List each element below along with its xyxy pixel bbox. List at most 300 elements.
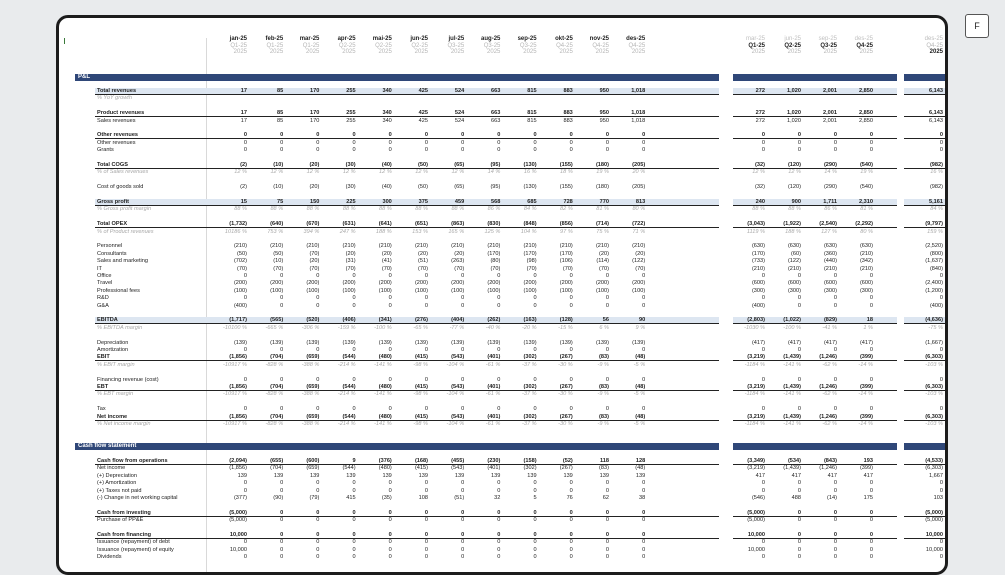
- cell-value[interactable]: 0: [461, 139, 465, 146]
- cell-value[interactable]: 0: [939, 376, 943, 383]
- cell-value[interactable]: (70): [273, 265, 284, 272]
- cell-value[interactable]: 0: [461, 517, 465, 524]
- cell-value[interactable]: (302): [523, 465, 537, 472]
- cell-value[interactable]: 170: [310, 117, 320, 124]
- cell-value[interactable]: 0: [424, 554, 428, 561]
- cell-value[interactable]: 770: [599, 199, 609, 205]
- cell-value[interactable]: 883: [563, 110, 573, 117]
- cell-value[interactable]: (546): [751, 495, 765, 501]
- cell-value[interactable]: 62: [602, 495, 609, 501]
- cell-value[interactable]: (200): [233, 280, 247, 287]
- cell-value[interactable]: 118: [599, 458, 609, 464]
- cell-value[interactable]: 663: [491, 117, 501, 124]
- cell-value[interactable]: 0: [280, 132, 284, 139]
- cell-value[interactable]: 0: [605, 539, 609, 546]
- cell-value[interactable]: (1,922): [783, 221, 801, 228]
- cell-value[interactable]: -98 %: [413, 361, 428, 368]
- cell-value[interactable]: -306 %: [301, 324, 320, 331]
- cell-value[interactable]: 139: [237, 472, 247, 479]
- cell-value[interactable]: 0: [869, 406, 873, 413]
- cell-value[interactable]: 0: [869, 147, 873, 154]
- cell-value[interactable]: (341): [378, 317, 392, 324]
- cell-value[interactable]: (48): [635, 354, 646, 361]
- cell-value[interactable]: 0: [497, 517, 501, 524]
- cell-value[interactable]: 1,018: [631, 88, 646, 94]
- cell-value[interactable]: 0: [533, 517, 537, 524]
- cell-value[interactable]: (401): [487, 465, 501, 472]
- cell-value[interactable]: 75: [276, 199, 284, 205]
- cell-value[interactable]: 12 %: [752, 169, 765, 176]
- cell-value[interactable]: (130): [523, 184, 537, 191]
- cell-value[interactable]: (376): [378, 458, 392, 464]
- cell-value[interactable]: (200): [306, 280, 320, 287]
- cell-value[interactable]: (210): [342, 243, 356, 250]
- cell-value[interactable]: 76: [566, 495, 573, 501]
- cell-value[interactable]: (200): [451, 280, 465, 287]
- cell-value[interactable]: 0: [642, 517, 646, 524]
- cell-value[interactable]: (400): [233, 302, 247, 309]
- cell-value[interactable]: 0: [605, 554, 609, 561]
- cell-value[interactable]: (100): [451, 287, 465, 294]
- cell-value[interactable]: 0: [497, 347, 501, 353]
- cell-value[interactable]: 950: [599, 117, 609, 124]
- cell-value[interactable]: 139: [599, 472, 609, 479]
- cell-value[interactable]: (377): [233, 495, 247, 501]
- cell-value[interactable]: (210): [859, 250, 873, 257]
- cell-value[interactable]: (114): [596, 258, 609, 265]
- cell-value[interactable]: (704): [270, 465, 284, 472]
- cell-value[interactable]: (543): [451, 384, 465, 390]
- cell-value[interactable]: 6,143: [929, 88, 943, 94]
- cell-value[interactable]: (14): [827, 495, 837, 501]
- table-row[interactable]: [59, 206, 948, 213]
- cell-value[interactable]: 85: [276, 117, 284, 124]
- cell-value[interactable]: 103: [933, 495, 943, 501]
- cell-value[interactable]: 12 %: [270, 169, 284, 176]
- cell-value[interactable]: 0: [833, 554, 837, 561]
- cell-value[interactable]: 0: [497, 554, 501, 561]
- cell-value[interactable]: 0: [761, 139, 765, 146]
- cell-value[interactable]: -214 %: [337, 421, 356, 427]
- cell-value[interactable]: (600): [306, 458, 320, 464]
- cell-value[interactable]: 950: [599, 110, 609, 117]
- cell-value[interactable]: 950: [599, 88, 609, 94]
- cell-value[interactable]: 883: [563, 117, 573, 124]
- cell-value[interactable]: (139): [306, 339, 320, 346]
- cell-value[interactable]: (10): [273, 258, 284, 265]
- cell-value[interactable]: (70): [599, 265, 609, 272]
- cell-value[interactable]: 0: [316, 539, 320, 546]
- cell-value[interactable]: (1,637): [925, 258, 943, 265]
- cell-value[interactable]: 568: [491, 199, 501, 205]
- cell-value[interactable]: (520): [306, 317, 320, 324]
- cell-value[interactable]: 71 %: [632, 228, 646, 235]
- cell-value[interactable]: 0: [280, 147, 284, 154]
- cell-value[interactable]: 84 %: [930, 206, 943, 213]
- cell-value[interactable]: (51): [454, 495, 465, 501]
- cell-value[interactable]: 0: [497, 147, 501, 154]
- cell-value[interactable]: (843): [823, 458, 837, 464]
- cell-value[interactable]: (230): [487, 458, 501, 464]
- cell-value[interactable]: (70): [381, 265, 392, 272]
- cell-value[interactable]: 900: [791, 199, 801, 205]
- table-row[interactable]: [59, 88, 948, 95]
- cell-value[interactable]: 0: [569, 273, 573, 279]
- cell-value[interactable]: (417): [751, 339, 765, 346]
- cell-value[interactable]: 272: [755, 117, 765, 124]
- cell-value[interactable]: (1,200): [925, 287, 943, 294]
- cell-value[interactable]: 139: [454, 472, 465, 479]
- cell-value[interactable]: 0: [352, 480, 356, 487]
- spreadsheet-grid[interactable]: [59, 18, 948, 575]
- cell-value[interactable]: (704): [270, 354, 284, 361]
- cell-value[interactable]: -388 %: [301, 361, 320, 368]
- cell-value[interactable]: 0: [833, 539, 837, 546]
- cell-value[interactable]: (9,797): [925, 221, 943, 228]
- cell-value[interactable]: (659): [306, 465, 320, 472]
- cell-value[interactable]: 0: [939, 554, 943, 561]
- cell-value[interactable]: (544): [342, 354, 356, 361]
- cell-value[interactable]: (35): [381, 495, 392, 501]
- cell-value[interactable]: (630): [859, 243, 873, 250]
- cell-value[interactable]: 10,000: [747, 546, 765, 553]
- cell-value[interactable]: 0: [533, 509, 537, 516]
- cell-value[interactable]: 88 %: [306, 206, 320, 213]
- cell-value[interactable]: 139: [310, 472, 320, 479]
- cell-value[interactable]: 0: [797, 554, 801, 561]
- cell-value[interactable]: 0: [316, 376, 320, 383]
- cell-value[interactable]: (290): [823, 184, 837, 191]
- cell-value[interactable]: 0: [569, 546, 573, 553]
- table-row[interactable]: [59, 532, 948, 539]
- cell-value[interactable]: 0: [461, 406, 465, 413]
- cell-value[interactable]: (630): [751, 243, 765, 250]
- cell-value[interactable]: 0: [388, 546, 392, 553]
- cell-value[interactable]: 0: [461, 554, 465, 561]
- cell-value[interactable]: (302): [523, 384, 537, 390]
- cell-value[interactable]: 0: [869, 480, 873, 487]
- cell-value[interactable]: (800): [929, 250, 943, 257]
- cell-value[interactable]: (417): [823, 339, 837, 346]
- cell-value[interactable]: (670): [306, 221, 320, 228]
- cell-value[interactable]: 0: [280, 480, 284, 487]
- cell-value[interactable]: (480): [378, 465, 392, 472]
- cell-value[interactable]: (210): [233, 243, 247, 250]
- cell-value[interactable]: 0: [569, 139, 573, 146]
- table-row[interactable]: [59, 458, 948, 465]
- cell-value[interactable]: 6,143: [929, 117, 943, 124]
- cell-value[interactable]: 86 %: [824, 206, 837, 213]
- cell-value[interactable]: 0: [352, 539, 356, 546]
- table-row[interactable]: [59, 221, 948, 228]
- cell-value[interactable]: (399): [859, 413, 873, 420]
- cell-value[interactable]: -104 %: [446, 361, 465, 368]
- cell-value[interactable]: 0: [316, 554, 320, 561]
- cell-value[interactable]: 12 %: [788, 169, 801, 176]
- cell-value[interactable]: 524: [454, 117, 465, 124]
- cell-value[interactable]: 56: [602, 317, 609, 324]
- cell-value[interactable]: (848): [523, 221, 537, 228]
- cell-value[interactable]: 0: [461, 302, 465, 309]
- table-row[interactable]: [59, 243, 948, 250]
- cell-value[interactable]: 0: [869, 517, 873, 524]
- cell-value[interactable]: 139: [527, 472, 537, 479]
- cell-value[interactable]: 0: [497, 546, 501, 553]
- cell-value[interactable]: 0: [797, 532, 801, 538]
- cell-value[interactable]: -15 %: [558, 324, 573, 331]
- cell-value[interactable]: 88 %: [415, 206, 428, 213]
- cell-value[interactable]: 0: [243, 147, 247, 154]
- table-row[interactable]: [59, 251, 948, 258]
- cell-value[interactable]: 0: [280, 302, 284, 309]
- cell-value[interactable]: 0: [533, 376, 537, 383]
- cell-value[interactable]: -10100 %: [223, 324, 247, 331]
- table-row[interactable]: [59, 184, 948, 191]
- cell-value[interactable]: 0: [461, 487, 465, 494]
- cell-value[interactable]: 97 %: [560, 228, 573, 235]
- cell-value[interactable]: 240: [755, 199, 765, 205]
- cell-value[interactable]: (100): [632, 287, 646, 294]
- cell-value[interactable]: (863): [451, 221, 465, 228]
- cell-value[interactable]: 0: [833, 302, 837, 309]
- table-row[interactable]: [59, 406, 948, 413]
- cell-value[interactable]: (404): [451, 317, 465, 324]
- cell-value[interactable]: -61 %: [485, 421, 501, 427]
- cell-value[interactable]: (32): [755, 184, 765, 191]
- cell-value[interactable]: -5 %: [633, 391, 646, 398]
- cell-value[interactable]: 14 %: [487, 169, 501, 176]
- cell-value[interactable]: 1119 %: [746, 228, 765, 235]
- cell-value[interactable]: (79): [309, 495, 320, 501]
- cell-value[interactable]: 0: [569, 487, 573, 494]
- table-row[interactable]: [59, 547, 948, 554]
- cell-value[interactable]: (982): [929, 184, 943, 191]
- cell-value[interactable]: (20): [635, 250, 646, 257]
- table-row[interactable]: [59, 162, 948, 169]
- table-row[interactable]: [59, 295, 948, 302]
- cell-value[interactable]: 0: [761, 487, 765, 494]
- cell-value[interactable]: (1,246): [819, 413, 837, 420]
- cell-value[interactable]: (83): [599, 384, 609, 390]
- cell-value[interactable]: (139): [414, 339, 428, 346]
- cell-value[interactable]: 0: [352, 546, 356, 553]
- table-row[interactable]: [59, 110, 948, 117]
- cell-value[interactable]: (139): [233, 339, 247, 346]
- cell-value[interactable]: (210): [487, 243, 501, 250]
- cell-value[interactable]: 38: [638, 495, 646, 501]
- table-row[interactable]: [59, 495, 948, 502]
- cell-value[interactable]: (155): [559, 184, 573, 191]
- cell-value[interactable]: 0: [797, 480, 801, 487]
- cell-value[interactable]: (2,520): [925, 243, 943, 250]
- cell-value[interactable]: (200): [632, 280, 646, 287]
- table-row[interactable]: [59, 488, 948, 495]
- cell-value[interactable]: (130): [523, 162, 537, 168]
- cell-value[interactable]: 139: [635, 472, 646, 479]
- cell-value[interactable]: (200): [414, 280, 428, 287]
- cell-value[interactable]: 0: [939, 132, 943, 139]
- cell-value[interactable]: (170): [487, 250, 501, 257]
- cell-value[interactable]: -665 %: [265, 324, 284, 331]
- cell-value[interactable]: 1,020: [787, 117, 801, 124]
- cell-value[interactable]: 0: [352, 273, 356, 279]
- cell-value[interactable]: (300): [787, 287, 801, 294]
- cell-value[interactable]: (200): [342, 280, 356, 287]
- cell-value[interactable]: (630): [823, 243, 837, 250]
- cell-value[interactable]: 0: [533, 295, 537, 302]
- cell-value[interactable]: 0: [642, 546, 646, 553]
- cell-value[interactable]: (4,533): [925, 458, 943, 464]
- cell-value[interactable]: 0: [642, 273, 646, 279]
- cell-value[interactable]: (1,856): [229, 384, 247, 390]
- cell-value[interactable]: 0: [497, 406, 501, 413]
- cell-value[interactable]: 0: [497, 273, 501, 279]
- cell-value[interactable]: 0: [939, 406, 943, 413]
- cell-value[interactable]: 0: [642, 347, 646, 353]
- cell-value[interactable]: (139): [342, 339, 356, 346]
- cell-value[interactable]: 0: [833, 517, 837, 524]
- cell-value[interactable]: 0: [316, 347, 320, 353]
- cell-value[interactable]: 0: [497, 376, 501, 383]
- cell-value[interactable]: (200): [378, 280, 392, 287]
- cell-value[interactable]: (139): [559, 339, 573, 346]
- cell-value[interactable]: (139): [632, 339, 646, 346]
- cell-value[interactable]: 0: [388, 480, 392, 487]
- cell-value[interactable]: 0: [642, 147, 646, 154]
- cell-value[interactable]: 0: [352, 517, 356, 524]
- cell-value[interactable]: 0: [642, 132, 646, 139]
- cell-value[interactable]: -103 %: [925, 361, 943, 368]
- cell-value[interactable]: 0: [243, 487, 247, 494]
- cell-value[interactable]: (540): [859, 184, 873, 191]
- cell-value[interactable]: 0: [797, 539, 801, 546]
- cell-value[interactable]: 0: [605, 132, 609, 139]
- cell-value[interactable]: 80 %: [860, 228, 873, 235]
- cell-value[interactable]: (534): [787, 458, 801, 464]
- cell-value[interactable]: -37 %: [521, 421, 537, 427]
- cell-value[interactable]: 0: [424, 273, 428, 279]
- cell-value[interactable]: (100): [559, 287, 573, 294]
- cell-value[interactable]: 0: [280, 509, 284, 516]
- cell-value[interactable]: 0: [939, 539, 943, 546]
- cell-value[interactable]: 0: [352, 132, 356, 139]
- cell-value[interactable]: (50): [418, 184, 428, 191]
- cell-value[interactable]: 32: [494, 495, 501, 501]
- cell-value[interactable]: (41): [381, 258, 392, 265]
- cell-value[interactable]: (170): [751, 250, 765, 257]
- cell-value[interactable]: 0: [243, 406, 247, 413]
- cell-value[interactable]: 150: [310, 199, 320, 205]
- cell-value[interactable]: 0: [642, 487, 646, 494]
- cell-value[interactable]: (20): [418, 250, 428, 257]
- cell-value[interactable]: (415): [414, 384, 428, 390]
- cell-value[interactable]: 488: [791, 495, 801, 501]
- cell-value[interactable]: 340: [382, 88, 392, 94]
- cell-value[interactable]: (714): [595, 221, 609, 228]
- cell-value[interactable]: (659): [306, 354, 320, 361]
- cell-value[interactable]: (2): [240, 162, 247, 168]
- cell-value[interactable]: 0: [642, 302, 646, 309]
- cell-value[interactable]: 0: [280, 539, 284, 546]
- cell-value[interactable]: 139: [273, 472, 284, 479]
- cell-value[interactable]: 0: [352, 302, 356, 309]
- cell-value[interactable]: (659): [306, 384, 320, 390]
- cell-value[interactable]: 0: [797, 139, 801, 146]
- cell-value[interactable]: 0: [642, 532, 646, 538]
- cell-value[interactable]: 0: [869, 554, 873, 561]
- cell-value[interactable]: (829): [823, 317, 837, 324]
- cell-value[interactable]: 1,711: [823, 199, 837, 205]
- cell-value[interactable]: 188 %: [375, 228, 392, 235]
- cell-value[interactable]: 0: [352, 347, 356, 353]
- cell-value[interactable]: (180): [595, 162, 609, 168]
- cell-value[interactable]: 0: [388, 517, 392, 524]
- cell-value[interactable]: -103 %: [925, 391, 943, 398]
- cell-value[interactable]: 0: [761, 480, 765, 487]
- cell-value[interactable]: 255: [346, 117, 356, 124]
- cell-value[interactable]: (1,246): [819, 354, 837, 361]
- cell-value[interactable]: 9: [352, 458, 356, 464]
- cell-value[interactable]: 0: [761, 406, 765, 413]
- table-row[interactable]: [59, 539, 948, 546]
- cell-value[interactable]: 0: [869, 139, 873, 146]
- cell-value[interactable]: -141 %: [783, 361, 801, 368]
- cell-value[interactable]: (267): [559, 354, 573, 361]
- cell-value[interactable]: 0: [388, 532, 392, 538]
- cell-value[interactable]: (722): [632, 221, 646, 228]
- cell-value[interactable]: (1,246): [819, 465, 837, 472]
- cell-value[interactable]: -37 %: [521, 391, 537, 398]
- cell-value[interactable]: -1184 %: [744, 391, 765, 398]
- cell-value[interactable]: 0: [424, 147, 428, 154]
- cell-value[interactable]: -14 %: [858, 391, 873, 398]
- cell-value[interactable]: -10917 %: [223, 421, 247, 427]
- cell-value[interactable]: (415): [414, 354, 428, 361]
- cell-value[interactable]: 225: [346, 199, 356, 205]
- cell-value[interactable]: 0: [352, 509, 356, 516]
- table-row[interactable]: [59, 510, 948, 517]
- cell-value[interactable]: 0: [280, 532, 284, 538]
- cell-value[interactable]: (158): [523, 458, 537, 464]
- cell-value[interactable]: 193: [863, 458, 873, 464]
- cell-value[interactable]: 0: [497, 487, 501, 494]
- cell-value[interactable]: 0: [569, 517, 573, 524]
- cell-value[interactable]: (1,246): [819, 384, 837, 390]
- cell-value[interactable]: (51): [418, 258, 428, 265]
- cell-value[interactable]: 139: [418, 472, 428, 479]
- cell-value[interactable]: 0: [761, 376, 765, 383]
- cell-value[interactable]: (3,349): [747, 458, 765, 464]
- cell-value[interactable]: 0: [797, 302, 801, 309]
- cell-value[interactable]: (1,022): [783, 317, 801, 324]
- cell-value[interactable]: (2,400): [925, 280, 943, 287]
- cell-value[interactable]: 80 %: [632, 206, 646, 213]
- cell-value[interactable]: (399): [859, 354, 873, 361]
- cell-value[interactable]: 0: [533, 532, 537, 538]
- cell-value[interactable]: (106): [559, 258, 573, 265]
- cell-value[interactable]: 255: [346, 110, 356, 117]
- cell-value[interactable]: 425: [418, 117, 428, 124]
- cell-value[interactable]: (640): [270, 221, 284, 228]
- cell-value[interactable]: 0: [605, 546, 609, 553]
- cell-value[interactable]: (163): [523, 317, 537, 324]
- cell-value[interactable]: 0: [761, 295, 765, 302]
- cell-value[interactable]: (50): [237, 250, 247, 257]
- cell-value[interactable]: (200): [559, 280, 573, 287]
- cell-value[interactable]: 0: [280, 347, 284, 353]
- cell-value[interactable]: -30 %: [558, 361, 573, 368]
- cell-value[interactable]: 0: [869, 487, 873, 494]
